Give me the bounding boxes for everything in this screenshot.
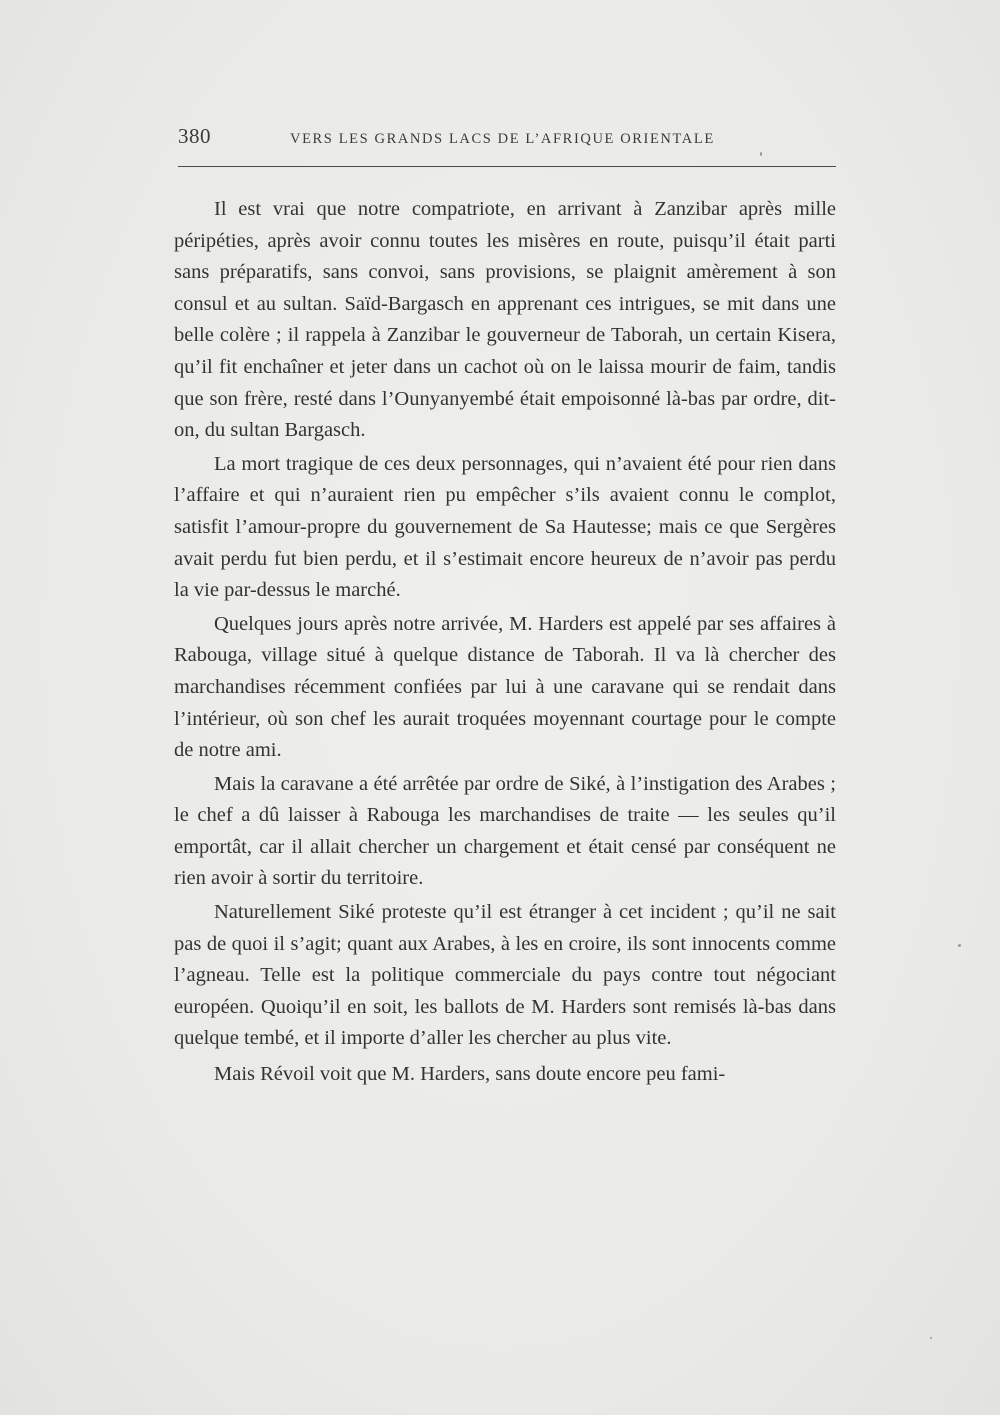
body-text bbox=[174, 194, 836, 1093]
paragraph: Mais la caravane a été arrêtée par ordre de Siké, à l’instigation des Arabes ; le chef a dû laisser à Rabouga les marchandises de traite — les seules qu’il emportât, car il allait chercher un chargement et était censé par conséquent ne rien avoir à sortir du territoire. bbox=[174, 772, 836, 890]
page-header bbox=[178, 120, 836, 150]
running-head: VERS LES GRANDS LACS DE L’AFRIQUE ORIENTALE bbox=[290, 131, 715, 147]
paragraph: Quelques jours après notre arrivée, M. Harders est appelé par ses affaires à Rabouga, village situé à quelque distance de Taborah. Il va là chercher des marchandises récemment confiées par lui à une caravane qui se rendait dans l’intérieur, où son chef les aurait troquées moyennant courtage pour le compte de notre ami. bbox=[174, 612, 836, 762]
paragraph: La mort tragique de ces deux personnages, qui n’avaient été pour rien dans l’affaire et qui n’auraient rien pu empêcher s’ils avaient connu le complot, satisfit l’amour-propre du gouvernement de Sa Hautesse; mais ce que Sergères avait perdu fut bien perdu, et il s’estimait encore heureux de n’avoir pas perdu la vie par-dessus le marché. bbox=[174, 452, 836, 602]
header-rule bbox=[178, 166, 836, 167]
paper-speck bbox=[958, 944, 961, 947]
paper-speck bbox=[930, 1337, 932, 1339]
paragraph: Il est vrai que notre compatriote, en arrivant à Zanzibar après mille péripéties, après avoir connu toutes les misères en route, puisqu’il était parti sans préparatifs, sans convoi, sans provisions, se plaignit amèrement à son consul et au sultan. Saïd-Bargasch en apprenant ces intrigues, se mit dans une belle colère ; il rappela à Zanzibar le gouverneur de Taborah, un certain Kisera, qu’il fit enchaîner et jeter dans un cachot où on le laissa mourir de faim, tandis que son frère, resté dans l’Ounyanyembé était empoisonné là-bas par ordre, dit-on, du sultan Bargasch. bbox=[174, 198, 836, 442]
paper-speck bbox=[760, 152, 762, 156]
paragraph: Naturellement Siké proteste qu’il est étranger à cet incident ; qu’il ne sait pas de quoi il s’agit; quant aux Arabes, à les en croire, ils sont innocents comme l’agneau. Telle est la politique commerciale du pays contre tout négociant européen. Quoiqu’il en soit, les ballots de M. Harders sont remisés là-bas dans quelque tembé, et il importe d’aller les chercher au plus vite. bbox=[174, 901, 836, 1050]
paragraph: Mais Révoil voit que M. Harders, sans doute encore peu fami- bbox=[214, 1063, 726, 1086]
page-number: 380 bbox=[178, 124, 211, 148]
